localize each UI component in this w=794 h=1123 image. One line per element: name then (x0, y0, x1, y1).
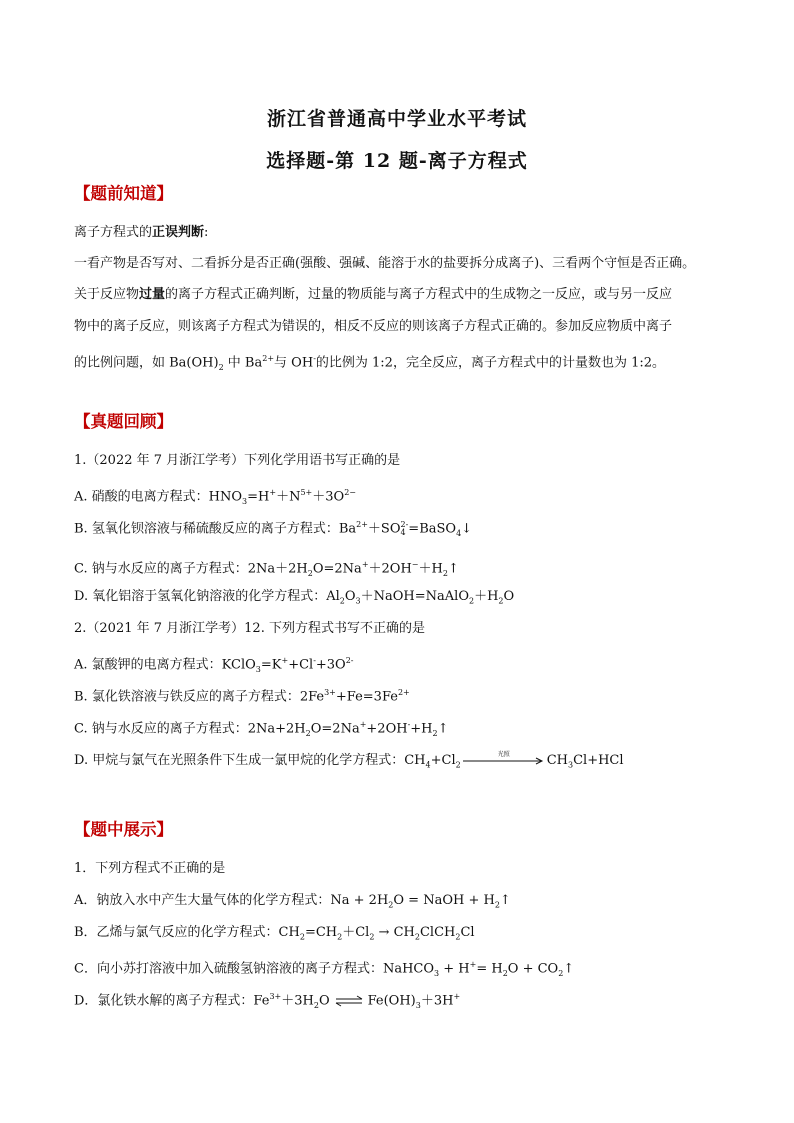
document-subtitle: 选择题-第 12 题-离子方程式 (266, 150, 528, 172)
intro-line-3: 关于反应物过量的离子方程式正确判断，过量的物质能与离子方程式中的生成物之一反应，或与另一反应 (74, 287, 673, 302)
q2-option-c: C. 钠与水反应的离子方程式：$2Na+2H_2O=2Na^++2OH^-+H_2↑$ (74, 720, 449, 738)
q1-option-b: B. 氢氧化钡溶液与稀硫酸反应的离子方程式：$Ba^{2+}+SO$ 2- 4 =BaSO$_4$↓ (74, 519, 473, 538)
section-review-heading: 【真题回顾】 (74, 412, 173, 431)
intro-line-1: 离子方程式的正误判断: (74, 225, 209, 240)
intro-line-2: 一看产物是否写对、二看拆分是否正确(强酸、强碱、能溶于水的盐要拆分成离子)、三看两个守恒是否正确。 (74, 256, 696, 271)
section-show-heading: 【题中展示】 (74, 820, 173, 839)
document-title: 浙江省普通高中学业水平考试 (266, 108, 527, 130)
arrow-condition-label: 光照 (497, 750, 510, 758)
q1-option-d: D. 氧化铝溶于氢氧化钠溶液的化学方程式：$Al_2O_3+NaOH=NaAlO_2+H_2O$ (74, 589, 515, 606)
q3-option-a: A．钠放入水中产生大量气体的化学方程式：$Na + 2H_2O$ = NaOH + $H_2↑$ (74, 893, 511, 910)
q1-option-a: A. 硝酸的电离方程式：$HNO_3=H^++N^{5+}+3O^{2-}$ (74, 488, 356, 506)
q1-stem: 1.（2022 年 7 月浙江学考）下列化学用语书写正确的是 (74, 453, 401, 468)
q2-option-b: B. 氯化铁溶液与铁反应的离子方程式：$2Fe^{3+}+Fe=3Fe^{2+}$ (74, 688, 410, 705)
right-arrow-icon (463, 754, 545, 768)
q3-option-c: C．向小苏打溶液中加入硫酸氢钠溶液的离子方程式：NaHCO$_3$ + $H^+= H_2O$ + $CO_2↑$ (74, 960, 575, 978)
reaction-arrow (463, 750, 545, 768)
q2-stem: 2.（2021 年 7 月浙江学考）12. 下列方程式书写不正确的是 (74, 621, 425, 636)
q2-option-a: A. 氯酸钾的电离方程式：$KClO_3=K^++Cl^-+3O^{2-}$ (74, 656, 354, 674)
equilibrium-arrow-icon (334, 995, 364, 1007)
intro-line-5: 的比例问题，如 $Ba(OH)_2$ 中 $Ba^{2+}$与 OH-的比例为 1:2，完全反应，离子方程式中的计量数也为 1:2。 (74, 354, 665, 372)
q2-option-d: D. 甲烷与氯气在光照条件下生成一氯甲烷的化学方程式：$CH_4+Cl_2$ 光照 $CH_3Cl+HCl$ (74, 752, 624, 775)
intro-line-4: 物中的离子反应，则该离子方程式为错误的，相反不反应的则该离子方程式正确的。参加反应物质中离子 (74, 319, 673, 334)
q3-stem: 1．下列方程式不正确的是 (74, 861, 226, 876)
section-before-heading: 【题前知道】 (74, 184, 173, 203)
q3-option-b: B．乙烯与氯气反应的化学方程式：$CH_2=CH_2+Cl_2$ → $CH_2ClCH_2Cl$ (74, 925, 475, 942)
q3-option-d: D．氯化铁水解的离子方程式：$Fe^{3+}+3H_2O$ $Fe(OH)_3+3H^+$ (74, 992, 461, 1010)
q1-option-c: C. 钠与水反应的离子方程式：$2Na+2H_2O=2Na^++2OH^-+H_2↑$ (74, 560, 459, 578)
